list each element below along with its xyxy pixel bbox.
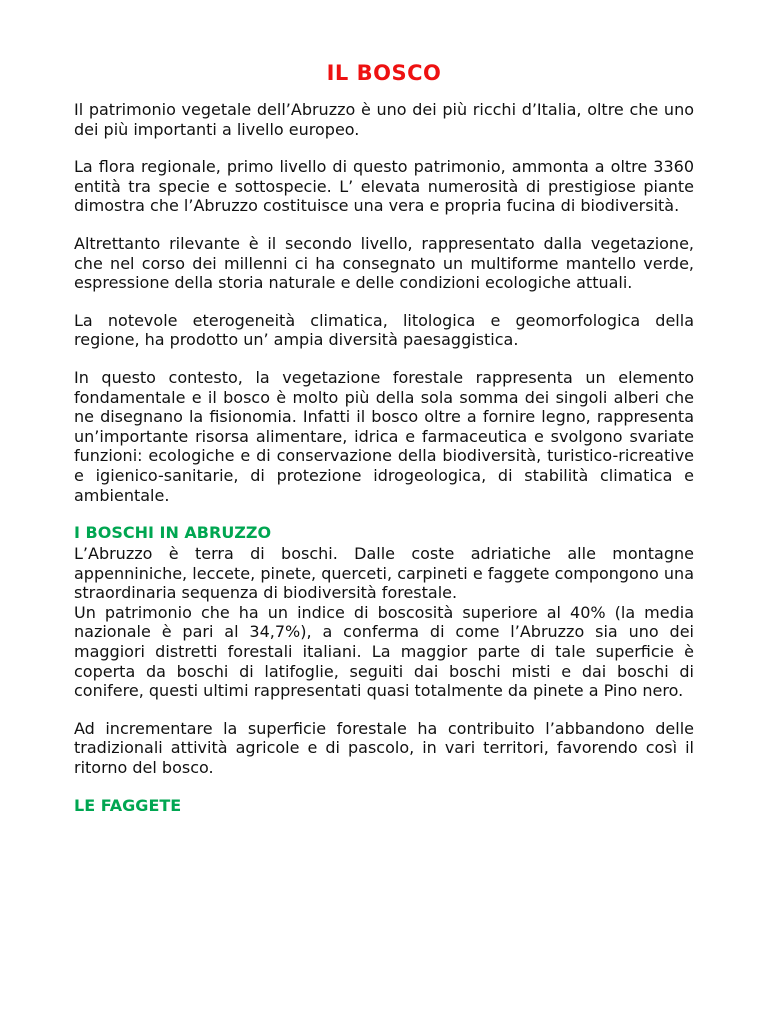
intro-paragraph-2: La flora regionale, primo livello di questo patrimonio, ammonta a oltre 3360 entità tra specie e sottospecie. L’ elevata numerosità di prestigiose piante dimostra che l’Abruzzo costituisce una vera e propria fucina di biodiversità. xyxy=(74,157,694,216)
intro-paragraph-5: In questo contesto, la vegetazione forestale rappresenta un elemento fondamentale e il bosco è molto più della sola somma dei singoli alberi che ne disegnano la fisionomia. Infatti il bosco oltre a fornire legno, rappresenta un’importante risorsa alimentare, idrica e farmaceutica e svolgono svariate funzioni: ecologiche e di conservazione della biodiversità, turistico-ricreative e igienico-sanitarie, di protezione idrogeologica, di stabilità climatica e ambientale. xyxy=(74,367,694,505)
section-heading-boschi-abruzzo: I BOSCHI IN ABRUZZO xyxy=(74,523,272,543)
section1-paragraph-3: Ad incrementare la superficie forestale ha contribuito l’abbandono delle tradizionali attività agricole e di pascolo, in vari territori, favorendo così il ritorno del bosco. xyxy=(74,718,694,778)
intro-paragraph-4: La notevole eterogeneità climatica, litologica e geomorfologica della regione, ha prodotto un’ ampia diversità paesaggistica. xyxy=(74,310,694,350)
section-heading-faggete: LE FAGGETE xyxy=(74,795,182,815)
section1-paragraph-1: L’Abruzzo è terra di boschi. Dalle coste adriatiche alle montagne appenniniche, leccete, pinete, querceti, carpineti e faggete compongono una straordinaria sequenza di biodiversità forestale. xyxy=(74,544,694,603)
intro-paragraph-1: Il patrimonio vegetale dell’Abruzzo è uno dei più ricchi d’Italia, oltre che uno dei più importanti a livello europeo. xyxy=(74,100,694,139)
section1-paragraph-2: Un patrimonio che ha un indice di boscosità superiore al 40% (la media nazionale è pari al 34,7%), a conferma di come l’Abruzzo sia uno dei maggiori distretti forestali italiani. La maggior parte di tale superficie è coperta da boschi di latifoglie, seguiti dai boschi misti e dai boschi di conifere, questi ultimi rappresentati quasi totalmente da pinete a Pino nero. xyxy=(74,602,694,701)
intro-paragraph-3: Altrettanto rilevante è il secondo livello, rappresentato dalla vegetazione, che nel corso dei millenni ci ha consegnato un multiforme mantello verde, espressione della storia naturale e delle condizioni ecologiche attuali. xyxy=(74,233,694,293)
document-title: IL BOSCO xyxy=(326,61,442,85)
document-page xyxy=(74,58,694,817)
